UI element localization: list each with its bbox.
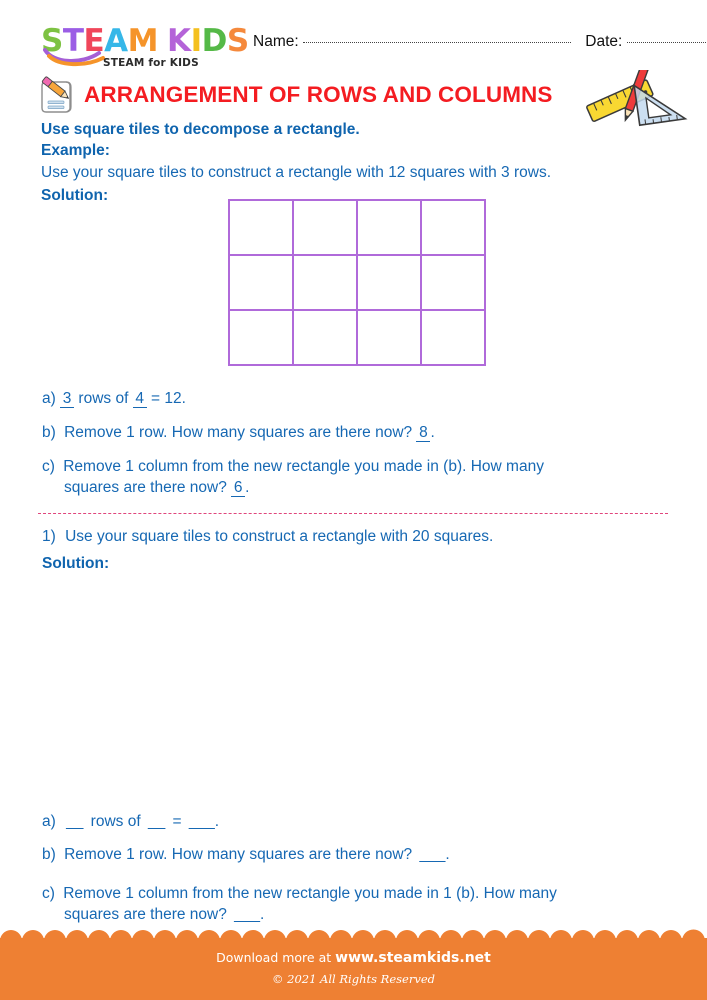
- q1-b-answer-blank[interactable]: ___: [419, 846, 446, 863]
- name-input-line[interactable]: [303, 32, 571, 43]
- tile-grid: [228, 199, 486, 366]
- example-c-line2: squares are there now?: [64, 479, 227, 496]
- q1-b-text: Remove 1 row. How many squares are there now?: [64, 846, 413, 863]
- example-label: Example:: [41, 142, 110, 159]
- q1-a-equals: =: [172, 813, 182, 830]
- grid-cell: [422, 256, 486, 311]
- q1-b-prefix: b): [42, 846, 56, 863]
- page-footer: [0, 938, 707, 1000]
- example-a-rows-answer[interactable]: 3: [60, 390, 74, 408]
- grid-cell: [230, 201, 294, 256]
- footer-download-text: Download more at: [216, 950, 332, 965]
- q1-c-period: .: [260, 906, 265, 923]
- section-divider: [38, 513, 668, 514]
- question1-answer-c-line1: [42, 884, 557, 904]
- grid-cell: [294, 256, 358, 311]
- pencil-paper-icon: [36, 76, 78, 116]
- question1-number: 1): [42, 528, 56, 545]
- logo-letter-s1: S: [41, 23, 63, 59]
- grid-cell: [358, 256, 422, 311]
- logo-letter-d: D: [201, 23, 227, 59]
- example-b-answer[interactable]: 8: [416, 424, 430, 442]
- example-b-prefix: b): [42, 424, 56, 441]
- logo-letter-i: I: [190, 23, 202, 59]
- question1-text: Use your square tiles to construct a rectangle with 20 squares.: [65, 528, 494, 545]
- question1-line: [42, 527, 493, 547]
- grid-cell: [230, 256, 294, 311]
- example-c-answer[interactable]: 6: [231, 479, 245, 497]
- title-row: [0, 76, 707, 122]
- question1-work-area[interactable]: [42, 578, 668, 806]
- instruction-main: Use square tiles to decompose a rectangle.: [41, 121, 360, 138]
- grid-cell: [294, 201, 358, 256]
- footer-copyright: © 2021 All Rights Reserved: [271, 972, 435, 986]
- question1-answer-a: [42, 812, 219, 832]
- example-a-mid: rows of: [78, 390, 129, 407]
- name-label: Name:: [253, 33, 299, 50]
- q1-a-mid: rows of: [90, 813, 141, 830]
- date-label: Date:: [585, 33, 623, 50]
- grid-cell: [422, 311, 486, 366]
- question1-solution-label: Solution:: [42, 555, 110, 572]
- q1-a-period: .: [214, 813, 220, 830]
- scallop-edge-decoration: [0, 929, 707, 949]
- example-c-period: .: [245, 479, 250, 496]
- steam-kids-logo: [41, 23, 249, 69]
- grid-cell: [358, 311, 422, 366]
- grid-cell: [294, 311, 358, 366]
- grid-cell: [422, 201, 486, 256]
- page-title: ARRANGEMENT OF ROWS AND COLUMNS: [84, 82, 553, 107]
- footer-site-link[interactable]: www.steamkids.net: [335, 950, 491, 966]
- logo-wordmark: [41, 23, 249, 59]
- example-a-prefix: a): [42, 390, 56, 407]
- name-date-row: [253, 32, 693, 58]
- logo-letter-k: K: [167, 23, 191, 59]
- q1-a-cols-blank[interactable]: __: [147, 813, 166, 830]
- example-answer-c-line1: [42, 457, 544, 477]
- logo-letter-a: A: [104, 23, 128, 59]
- example-b-period: .: [430, 424, 435, 441]
- q1-c-line1: Remove 1 column from the new rectangle you made in 1 (b). How many: [63, 885, 557, 902]
- example-solution-label: Solution:: [41, 187, 109, 204]
- grid-cell: [358, 201, 422, 256]
- example-a-cols-answer[interactable]: 4: [133, 390, 147, 408]
- q1-a-rows-blank[interactable]: __: [66, 813, 84, 830]
- ruler-pencil-setsquare-icon: [585, 70, 689, 132]
- q1-c-answer-blank[interactable]: ___: [234, 906, 261, 923]
- question1-answer-c-line2: [64, 905, 264, 925]
- q1-a-prefix: a): [42, 813, 56, 830]
- example-b-text: Remove 1 row. How many squares are there now?: [64, 424, 413, 441]
- logo-letter-t: T: [62, 23, 84, 59]
- question1-answer-b: [42, 845, 450, 865]
- grid-cell: [230, 311, 294, 366]
- q1-c-prefix: c): [42, 885, 55, 902]
- q1-c-line2: squares are there now?: [64, 906, 227, 923]
- q1-b-period: .: [445, 846, 450, 863]
- logo-letter-e: E: [83, 23, 105, 59]
- q1-a-total-blank[interactable]: ___: [188, 813, 215, 830]
- example-answer-c-line2: [64, 478, 249, 498]
- date-input-line[interactable]: [627, 32, 707, 43]
- example-text: Use your square tiles to construct a rectangle with 12 squares with 3 rows.: [41, 164, 552, 181]
- example-a-suffix: = 12.: [151, 390, 186, 407]
- example-answer-a: [42, 389, 186, 409]
- logo-letter-m: M: [127, 23, 159, 59]
- footer-download-line: [0, 950, 707, 966]
- logo-tagline: STEAM for KIDS: [103, 57, 199, 69]
- example-answer-b: [42, 423, 435, 443]
- example-c-line1: Remove 1 column from the new rectangle you made in (b). How many: [63, 458, 544, 475]
- example-c-prefix: c): [42, 458, 55, 475]
- logo-letter-s2: S: [226, 23, 249, 59]
